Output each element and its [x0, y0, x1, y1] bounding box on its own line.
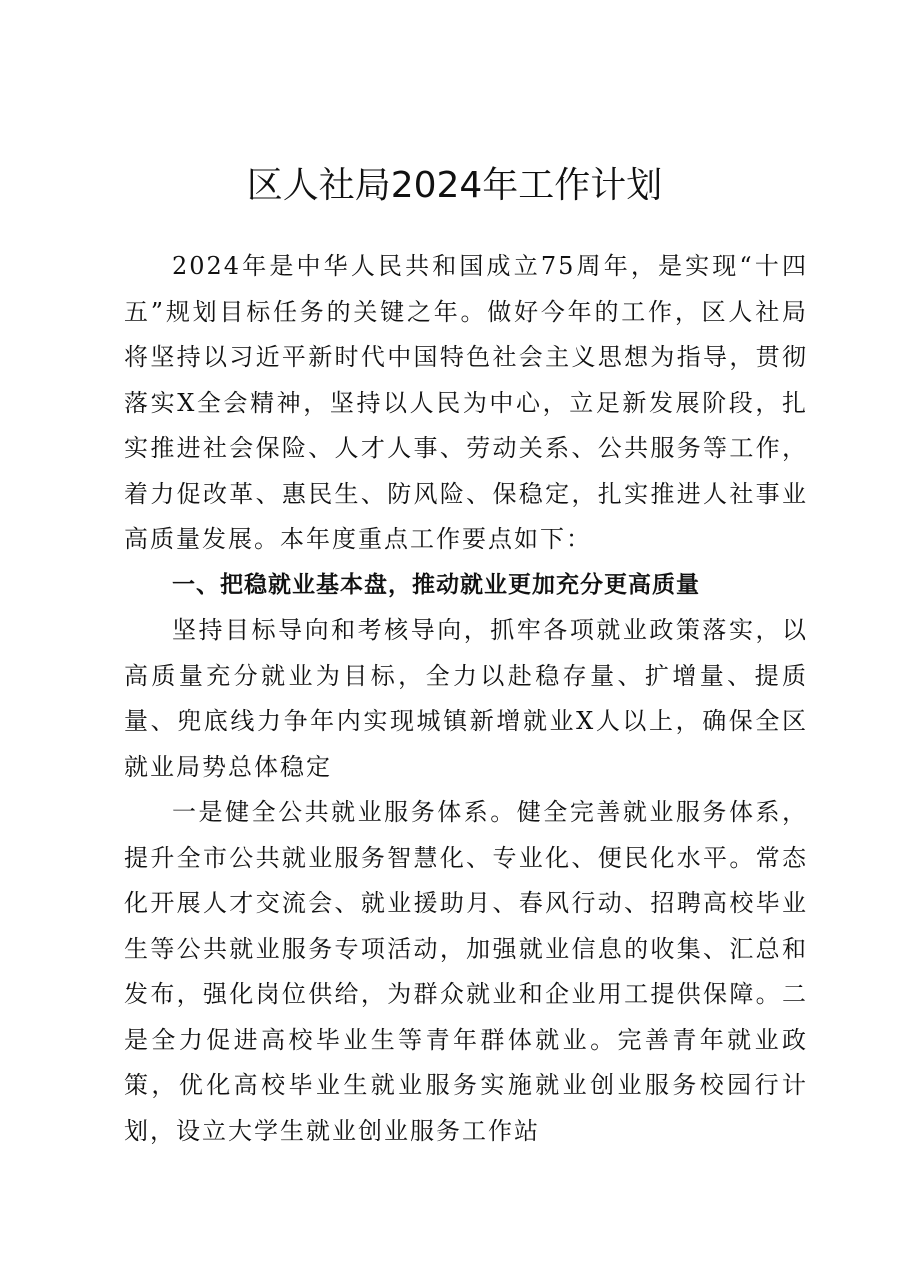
- document-title: 区人社局2024年工作计划: [246, 165, 663, 206]
- document-body: [124, 244, 808, 1154]
- section-1-paragraph-2: 一是健全公共就业服务体系。健全完善就业服务体系，提升全市公共就业服务智慧化、专业化、便民化水平。常态化开展人才交流会、就业援助月、春风行动、招聘高校毕业生等公共就业服务专项活动，加强就业信息的收集、汇总和发布，强化岗位供给，为群众就业和企业用工提供保障。二是全力促进高校毕业生等青年群体就业。完善青年就业政策，优化高校毕业生就业服务实施就业创业服务校园行计划，设立大学生就业创业服务工作站: [124, 798, 808, 1145]
- section-1-paragraph-1: 坚持目标导向和考核导向，抓牢各项就业政策落实，以高质量充分就业为目标，全力以赴稳存量、扩增量、提质量、兜底线力争年内实现城镇新增就业X人以上，确保全区就业局势总体稳定: [124, 616, 808, 781]
- section-1-heading: 一、把稳就业基本盘，推动就业更加充分更高质量: [172, 571, 700, 598]
- intro-paragraph: 2024年是中华人民共和国成立75周年，是实现“十四五”规划目标任务的关键之年。做好今年的工作，区人社局将坚持以习近平新时代中国特色社会主义思想为指导，贯彻落实X全会精神，坚持以人民为中心，立足新发展阶段，扎实推进社会保险、人才人事、劳动关系、公共服务等工作，着力促改革、惠民生、防风险、保稳定，扎实推进人社事业高质量发展。本年度重点工作要点如下：: [124, 252, 808, 553]
